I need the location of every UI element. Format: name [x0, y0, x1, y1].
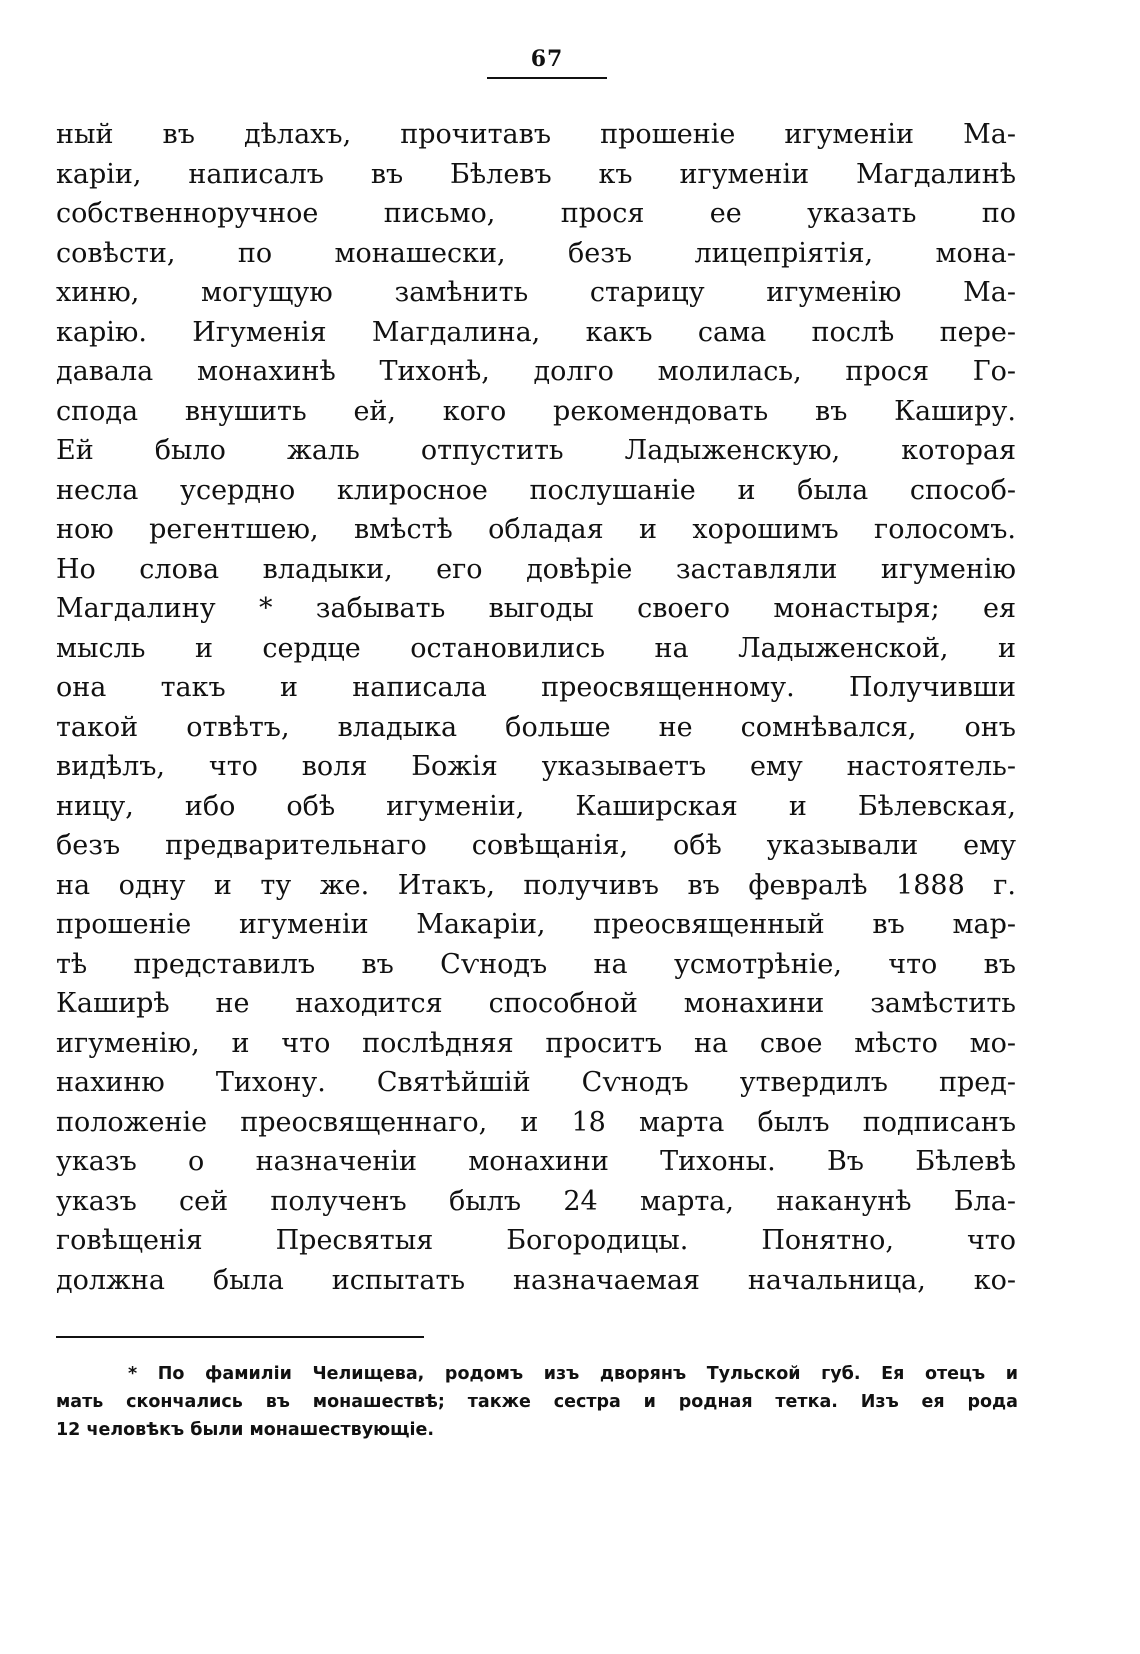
page-number: 67	[530, 46, 564, 72]
body-line: Но слова владыки, его довѣріе заставляли игуменію	[56, 553, 1016, 585]
footnote-line: 12 человѣкъ были монашествующіе.	[56, 1420, 435, 1440]
body-text	[56, 115, 1016, 1300]
body-line: хиню, могущую замѣнить старицу игуменію Ма-	[56, 277, 1016, 308]
body-line: указъ о назначеніи монахини Тихоны. Въ Бѣлевѣ	[56, 1146, 1016, 1177]
body-line: видѣлъ, что воля Божія указываетъ ему настоятель-	[56, 751, 1016, 782]
body-line: говѣщенія Пресвятыя Богородицы. Понятно, что	[56, 1225, 1016, 1256]
body-line: Каширѣ не находится способной монахини замѣстить	[56, 988, 1016, 1019]
body-line: собственноручное письмо, прося ее указать по	[56, 198, 1016, 229]
body-line: безъ предварительнаго совѣщанія, обѣ указывали ему	[56, 830, 1016, 861]
body-line: ный въ дѣлахъ, прочитавъ прошеніе игуменіи Ма-	[56, 119, 1016, 150]
body-line: тѣ представилъ въ Сѵнодъ на усмотрѣніе, что въ	[56, 948, 1016, 980]
footnote-line: * По фамиліи Челищева, родомъ изъ дворянъ Тульской губ. Ея отецъ и	[128, 1364, 1018, 1384]
body-line: Магдалину * забывать выгоды своего монастыря; ея	[56, 593, 1016, 624]
body-line: она такъ и написала преосвященному. Получивши	[56, 672, 1016, 703]
body-line: ницу, ибо обѣ игуменіи, Каширская и Бѣлевская,	[56, 790, 1016, 822]
body-line: давала монахинѣ Тихонѣ, долго молилась, прося Го-	[56, 356, 1016, 387]
body-line: каріи, написалъ въ Бѣлевъ къ игуменіи Магдалинѣ	[56, 158, 1016, 190]
body-line: положеніе преосвященнаго, и 18 марта былъ подписанъ	[56, 1106, 1016, 1138]
footnote-separator	[56, 1336, 424, 1338]
body-line: такой отвѣтъ, владыка больше не сомнѣвался, онъ	[56, 711, 1016, 743]
body-line: несла усердно клиросное послушаніе и была способ-	[56, 474, 1016, 506]
body-line: ною регентшею, вмѣстѣ обладая и хорошимъ голосомъ.	[56, 514, 1016, 545]
body-line: нахиню Тихону. Святѣйшій Сѵнодъ утвердилъ пред-	[56, 1067, 1016, 1098]
body-line: на одну и ту же. Итакъ, получивъ въ февралѣ 1888 г.	[56, 869, 1016, 901]
body-line: прошеніе игуменіи Макаріи, преосвященный въ мар-	[56, 909, 1016, 940]
footnote-line: мать скончались въ монашествѣ; также сестра и родная тетка. Изъ ея рода	[56, 1392, 1018, 1412]
body-line: спода внушить ей, кого рекомендовать въ Каширу.	[56, 395, 1016, 427]
body-line: игуменію, и что послѣдняя проситъ на свое мѣсто мо-	[56, 1027, 1016, 1059]
body-line: карію. Игуменія Магдалина, какъ сама послѣ пере-	[56, 316, 1016, 348]
body-line: совѣсти, по монашески, безъ лицепріятія, мона-	[56, 237, 1016, 269]
body-line: мысль и сердце остановились на Ладыженской, и	[56, 632, 1016, 664]
body-line: должна была испытать назначаемая начальница, ко-	[56, 1264, 1016, 1296]
footnote	[56, 1360, 1018, 1444]
body-line: Ей было жаль отпустить Ладыженскую, которая	[56, 435, 1016, 466]
page-number-rule	[487, 77, 607, 79]
body-line: указъ сей полученъ былъ 24 марта, наканунѣ Бла-	[56, 1185, 1016, 1217]
